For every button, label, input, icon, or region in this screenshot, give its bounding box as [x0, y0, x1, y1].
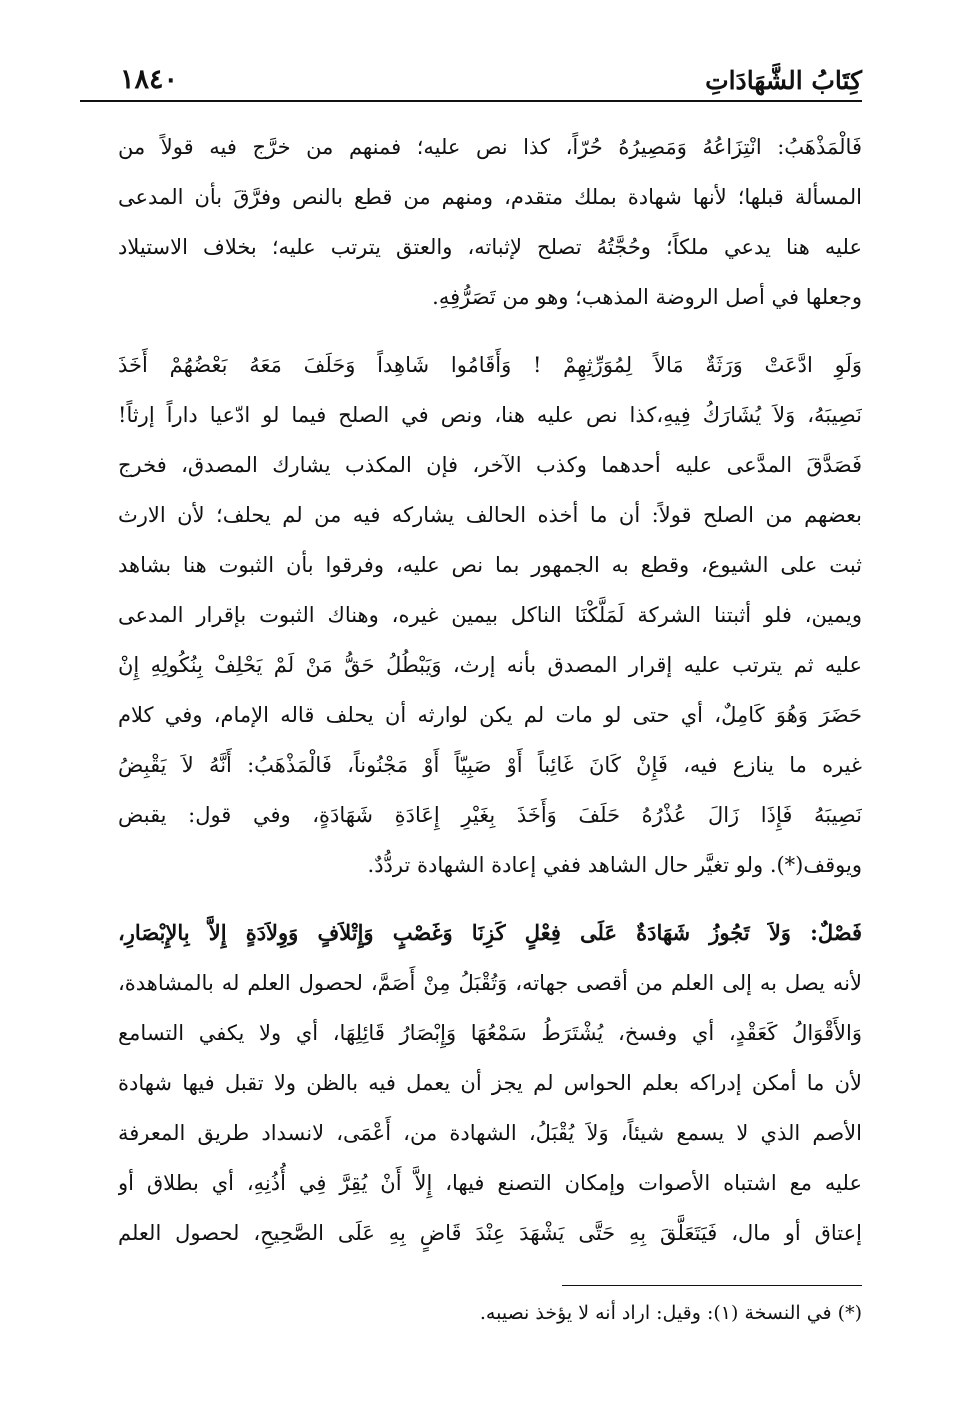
running-header: [120, 62, 862, 102]
text-line: ثبت على الشيوع، وقطع به الجمهور بما نص عليه، وفرقوا بأن الثبوت هنا بشاهد: [118, 553, 862, 577]
text-line: فَصَدَّقَ المدَّعى عليه أحدهما وكذب الآخر، فإن المكذب يشارك المصدق، فخرج: [118, 453, 862, 477]
footnote-divider: [562, 1285, 862, 1286]
text-line: حَضَرَ وَهُوَ كَامِلٌ، أي حتى لو مات لم يكن لوارثه أن يحلف قاله الإمام، وفي كلام: [118, 703, 862, 727]
text-line: وَالأَقْوَالُ كَعَقْدٍ، أي وفسخ، يُشْتَرَطُ سَمْعُهَا وَإِبْصَارُ قَائِلِهَا، أي ولا يكفي التسامع: [118, 1021, 862, 1045]
footnote: (*) في النسخة (١): وقيل: اراد أنه لا يؤخذ نصيبه.: [479, 1302, 862, 1324]
main-text: [118, 122, 862, 1258]
text-line: عليه هنا يدعي ملكاً؛ وحُجَّتُهُ تصلح لإثباته، والعتق يترتب عليه؛ بخلاف الاستيلاد: [118, 235, 862, 259]
section-heading-line: فَصْلٌ: وَلاَ تَجُوزُ شَهَادَةٌ عَلَى فِعْلٍ كَزِنَا وَغَصْبٍ وَإِتْلاَفٍ وَوِلاَدَةٍ إِلاَّ بِالإِبْصَارِ،: [118, 920, 862, 945]
text-line: فَالْمَذْهَبُ: انْتِزَاعُهُ وَمَصِيرُهُ حُرّاً، كذا نص عليه؛ فمنهم من خرَّج فيه قولاً من: [118, 135, 862, 159]
text-line: نَصِيبَهُ فَإِذَا زَالَ عُذْرُهُ حَلَفَ وَأَخَذَ بِغَيْرِ إِعَادَةِ شَهَادَةٍ، وفي قول: يقبض: [118, 803, 862, 827]
text-line: نَصِيبَهُ، وَلاَ يُشَارَكُ فِيهِ،كذا نص عليه هنا، ونص في الصلح فيما لو ادّعيا داراً إرثاً!: [118, 403, 862, 427]
text-line: وَلَوِ ادَّعَتْ وَرَثَةٌ مَالاً لِمُوَرِّثِهِمْ ! وَأَقَامُوا شَاهِداً وَحَلَفَ مَعَهُ بَعْضُهُمْ أَخَذَ: [118, 353, 862, 377]
text-line: بعضهم من الصلح قولاً: أن ما أخذه الحالف يشاركه فيه من لم يحلف؛ لأن الارث: [118, 503, 862, 527]
text-line: المسألة قبلها؛ لأنها شهادة بملك متقدم، ومنهم من قطع بالنص وفرَّقَ بأن المدعى: [118, 185, 862, 209]
text-line: إعتاق أو مال، فَيَتَعَلَّقَ بِهِ حَتَّى يَشْهَدَ عِنْدَ قَاضٍ بِهِ عَلَى الصَّحِيحِ، لحصول العلم: [118, 1221, 862, 1245]
book-chapter-title: كِتَابُ الشَّهَادَاتِ: [705, 66, 862, 95]
text-line: غيره ما ينازع فيه، فَإِنْ كَانَ غَائِباً أَوْ صَبِيّاً أَوْ مَجْنُوناً، فَالْمَذْهَبُ: أَنَّهُ لاَ يَقْبِضُ: [118, 753, 862, 777]
text-line: عليه مع اشتباه الأصوات وإمكان التصنع فيها، إِلاَّ أَنْ يُقِرَّ فِي أُذُنِهِ، أي بطلاق أو: [118, 1171, 862, 1195]
text-line: وجعلها في أصل الروضة المذهب؛ وهو من تَصَرُّفِهِ.: [432, 285, 862, 309]
text-line: لأن ما أمكن إدراكه بعلم الحواس لم يجز أن يعمل فيه بالظن ولا تقبل فيها شهادة: [118, 1071, 862, 1095]
paragraph-gap: [118, 322, 862, 340]
text-line: ويمين، فلو أثبتنا الشركة لَمَلَّكْنَا الناكل بيمين غيره، وهناك الثبوت بإقرار المدعى: [118, 603, 862, 627]
text-line: لأنه يصل به إلى العلم من أقصى جهاته، وَتُقْبَلُ مِنْ أَصَمَّ، لحصول العلم له بالمشاهدة،: [118, 971, 862, 995]
text-line: الأصم الذي لا يسمع شيئاً، وَلاَ يُقْبَلُ، الشهادة من، أَعْمَى، لانسداد طريق المعرفة: [118, 1121, 862, 1145]
paragraph-gap: [118, 890, 862, 908]
header-divider: [80, 100, 862, 102]
text-line: عليه ثم يترتب عليه إقرار المصدق بأنه إرث، وَيَبْطُلُ حَقُّ مَنْ لَمْ يَحْلِفْ بِنُكُولِهِ إِنْ: [118, 653, 862, 677]
text-line: ويوقف(*). ولو تغيَّر حال الشاهد ففي إعادة الشهادة تردُّدٌ.: [367, 853, 862, 877]
page-number: ١٨٤٠: [120, 64, 179, 95]
